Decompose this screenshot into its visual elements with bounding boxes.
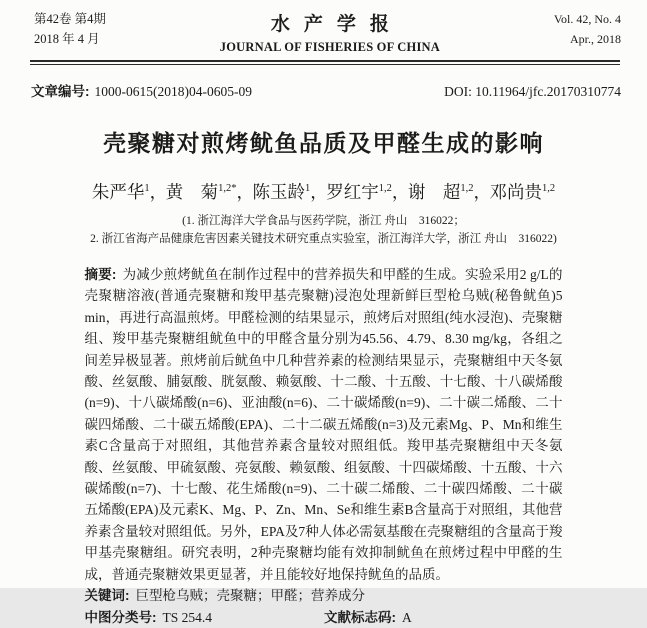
article-number-value: 1000-0615(2018)04-0605-09 xyxy=(94,84,252,99)
author-name: 邓尚贵 xyxy=(489,182,542,202)
author xyxy=(166,182,253,202)
author-name: 朱严华 xyxy=(91,182,145,202)
author-affiliation-sup: 1,2 xyxy=(378,183,392,195)
journal-title-block xyxy=(106,9,554,55)
author-affiliation-sup: 1,2 xyxy=(460,183,474,195)
keywords-line xyxy=(85,585,563,606)
author-name: 黄 菊 xyxy=(165,182,219,202)
article-number xyxy=(31,80,252,100)
author-affiliation-sup: 1 xyxy=(144,183,150,195)
author-separator: ， xyxy=(391,182,410,202)
keywords-text: 巨型枪乌贼；壳聚糖；甲醛；营养成分 xyxy=(135,588,365,604)
header-rule xyxy=(30,60,620,65)
affiliation-line: 2. 浙江省海产品健康危害因素关键技术研究重点实验室，浙江海洋大学，浙江 舟山 316022) xyxy=(90,232,557,245)
authors-line xyxy=(0,179,647,204)
author-separator: ， xyxy=(473,182,491,202)
author-name: 陈玉龄 xyxy=(252,182,305,202)
author xyxy=(326,182,408,202)
date-en: Apr., 2018 xyxy=(570,32,621,46)
author xyxy=(408,182,490,202)
author xyxy=(92,182,166,202)
author-separator: ， xyxy=(310,182,328,202)
document-code xyxy=(324,607,412,628)
author xyxy=(253,182,327,202)
author-name: 罗红宇 xyxy=(326,182,379,202)
keywords-label: 关键词: xyxy=(84,588,130,604)
issue-date-cn: 2018 年 4 月 xyxy=(34,32,100,46)
author-affiliation-sup: 1,2* xyxy=(218,183,237,195)
abstract-paragraph xyxy=(85,264,563,585)
classification-line xyxy=(85,607,563,628)
author-affiliation-sup: 1 xyxy=(305,183,311,195)
abstract-text: 为减少煎烤鱿鱼在制作过程中的营养损失和甲醛的生成。实验采用2 g/L的壳聚糖溶液(普通壳聚糖和羧甲基壳聚糖)浸泡处理新鲜巨型枪乌贼(秘鲁鱿鱼)5 min，再进行高温煎烤。甲醛检测的结果显示，煎烤后对照组(纯水浸泡)、壳聚糖组、羧甲基壳聚糖组鱿鱼中的甲醛含量分别为45.56、4.79、8.30 mg/kg，各组之间差异极显著。煎烤前后鱿鱼中几种营养素的检测结果显示，壳聚糖组中天冬氨酸、丝氨酸、脯氨酸、胱氨酸、赖氨酸、十二酸、十五酸、十七酸、十八碳烯酸(n=9)、十八碳烯酸(n=6)、亚油酸(n=6)、二十碳烯酸(n=9)、二十碳二烯酸、二十碳四烯酸、二十碳五烯酸(EPA)、二十二碳五烯酸(n=3)及元素Mg、P、Mn和维生素C含量高于对照组，其他营养素含量较对照组低。羧甲基壳聚糖组中天冬氨酸、丝氨酸、甲硫氨酸、亮氨酸、赖氨酸、组氨酸、十四碳烯酸、十五酸、十六碳烯酸(n=7)、十七酸、花生烯酸(n=9)、二十碳二烯酸、二十碳四烯酸、二十碳五烯酸(EPA)及元素K、Mg、P、Zn、Mn、Se和维生素B含量高于对照组，其他营养素含量较对照组低。另外，EPA及7种人体必需氨基酸在壳聚糖组的含量高于羧甲基壳聚糖组。研究表明，2种壳聚糖均能有效抑制鱿鱼在煎烤过程中甲醛的生成，普通壳聚糖效果更显著，并且能较好地保持鱿鱼的品质。 xyxy=(84,267,563,582)
affiliations xyxy=(0,213,647,248)
clc-label: 中图分类号: xyxy=(84,609,157,625)
volume-en: Vol. 42, No. 4 xyxy=(553,12,621,26)
clc-value: TS 254.4 xyxy=(162,609,213,625)
affiliation-line: (1. 浙江海洋大学食品与医药学院，浙江 舟山 316022； xyxy=(182,215,465,227)
issue-volume-cn: 第42卷 第4期 xyxy=(34,12,106,26)
meta-row xyxy=(31,80,621,100)
journal-title-cn: 水产学报 xyxy=(270,14,403,35)
author xyxy=(490,182,556,202)
paper-title: 壳聚糖对煎烤鱿鱼品质及甲醛生成的影响 xyxy=(103,130,544,156)
document-code-value: A xyxy=(402,609,412,625)
issue-info xyxy=(34,9,106,49)
doi: DOI: 10.11964/jfc.20170310774 xyxy=(444,84,621,99)
abstract-block xyxy=(85,264,563,628)
journal-title-en: JOURNAL OF FISHERIES OF CHINA xyxy=(219,40,440,54)
article-number-label: 文章编号: xyxy=(31,84,90,99)
journal-header xyxy=(0,0,647,55)
author-separator: ， xyxy=(149,182,168,202)
author-affiliation-sup: 1,2 xyxy=(542,183,556,195)
volume-info xyxy=(554,9,621,49)
clc-number xyxy=(85,607,213,628)
abstract-label: 摘要: xyxy=(84,267,117,282)
document-code-label: 文献标志码: xyxy=(324,609,397,625)
author-name: 谢 超 xyxy=(407,182,461,202)
author-separator: ， xyxy=(236,182,254,202)
